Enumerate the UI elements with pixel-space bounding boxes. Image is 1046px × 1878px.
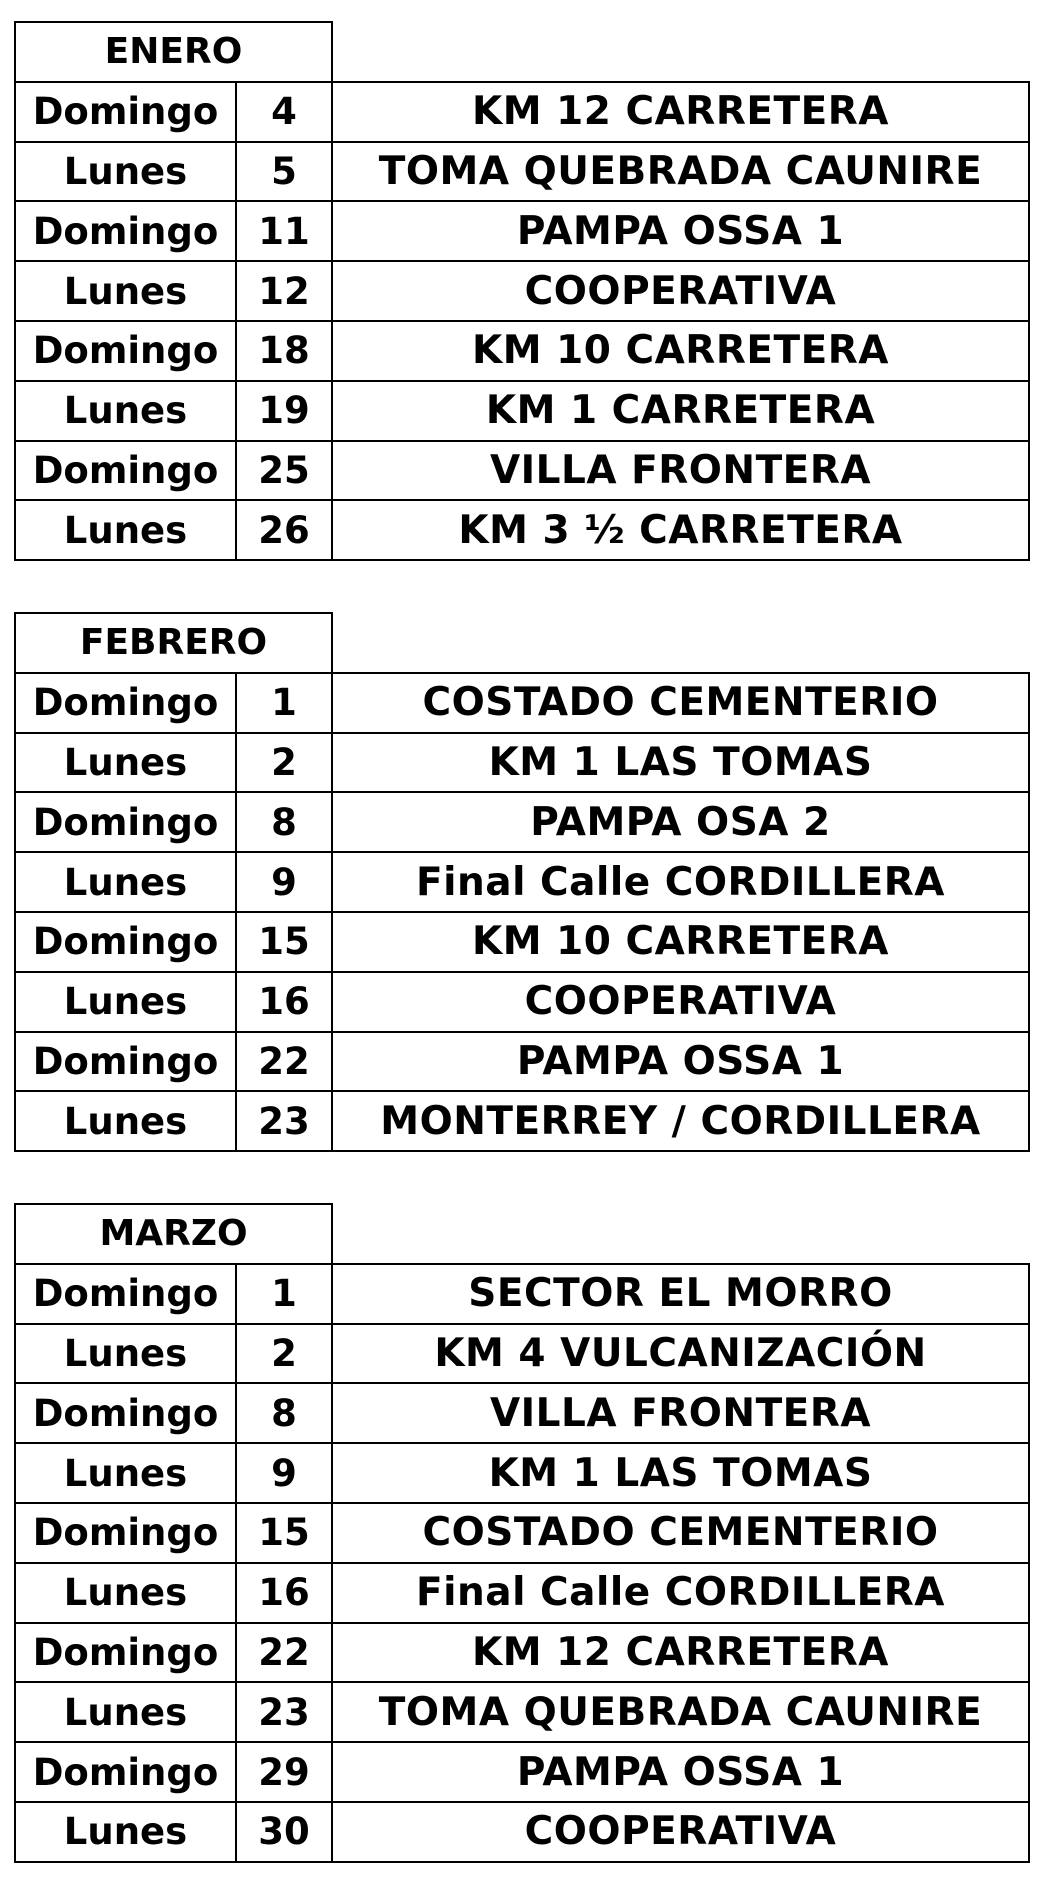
table-row [15, 1032, 1029, 1092]
month-title: MARZO [15, 1204, 332, 1264]
location: Final Calle CORDILLERA [332, 1563, 1029, 1623]
day-name: Lunes [15, 1443, 236, 1503]
month-title: FEBRERO [15, 613, 332, 673]
day-name: Domingo [15, 441, 236, 501]
table-row [15, 673, 1029, 733]
table-row [15, 1443, 1029, 1503]
blank-header-cell [332, 613, 1029, 673]
day-name: Domingo [15, 201, 236, 261]
table-row [15, 441, 1029, 501]
day-number: 29 [236, 1742, 332, 1802]
location: COOPERATIVA [332, 1802, 1029, 1862]
day-number: 25 [236, 441, 332, 501]
day-name: Domingo [15, 82, 236, 142]
day-number: 23 [236, 1682, 332, 1742]
location: SECTOR EL MORRO [332, 1264, 1029, 1324]
day-number: 15 [236, 912, 332, 972]
table-row [15, 1503, 1029, 1563]
day-name: Domingo [15, 1503, 236, 1563]
table-row [15, 201, 1029, 261]
day-name: Domingo [15, 1264, 236, 1324]
location: MONTERREY / CORDILLERA [332, 1091, 1029, 1151]
day-number: 2 [236, 733, 332, 793]
day-name: Domingo [15, 673, 236, 733]
schedule-table-marzo [14, 1203, 1030, 1863]
table-row [15, 972, 1029, 1032]
day-name: Lunes [15, 381, 236, 441]
table-row [15, 1563, 1029, 1623]
table-row [15, 142, 1029, 202]
location: KM 12 CARRETERA [332, 82, 1029, 142]
day-name: Lunes [15, 733, 236, 793]
day-number: 2 [236, 1324, 332, 1384]
day-number: 30 [236, 1802, 332, 1862]
day-number: 15 [236, 1503, 332, 1563]
blank-header-cell [332, 22, 1029, 82]
day-number: 22 [236, 1623, 332, 1683]
table-row [15, 852, 1029, 912]
location: VILLA FRONTERA [332, 1383, 1029, 1443]
table-row [15, 792, 1029, 852]
day-number: 26 [236, 500, 332, 560]
table-row [15, 1623, 1029, 1683]
location: KM 10 CARRETERA [332, 321, 1029, 381]
day-name: Domingo [15, 1383, 236, 1443]
location: KM 1 CARRETERA [332, 381, 1029, 441]
table-row [15, 1742, 1029, 1802]
day-number: 8 [236, 792, 332, 852]
day-number: 23 [236, 1091, 332, 1151]
location: KM 3 ½ CARRETERA [332, 500, 1029, 560]
table-row [15, 1264, 1029, 1324]
day-name: Lunes [15, 500, 236, 560]
day-name: Lunes [15, 261, 236, 321]
location: KM 10 CARRETERA [332, 912, 1029, 972]
day-name: Lunes [15, 1802, 236, 1862]
table-row [15, 1682, 1029, 1742]
day-number: 4 [236, 82, 332, 142]
location: PAMPA OSA 2 [332, 792, 1029, 852]
day-name: Domingo [15, 321, 236, 381]
schedule-table-febrero [14, 612, 1030, 1152]
day-name: Domingo [15, 792, 236, 852]
day-name: Domingo [15, 1032, 236, 1092]
location: TOMA QUEBRADA CAUNIRE [332, 1682, 1029, 1742]
blank-header-cell [332, 1204, 1029, 1264]
day-name: Lunes [15, 1091, 236, 1151]
day-number: 18 [236, 321, 332, 381]
day-number: 1 [236, 1264, 332, 1324]
day-number: 16 [236, 972, 332, 1032]
day-name: Lunes [15, 142, 236, 202]
location: PAMPA OSSA 1 [332, 1742, 1029, 1802]
month-header-row [15, 613, 1029, 673]
table-row [15, 733, 1029, 793]
day-number: 9 [236, 852, 332, 912]
day-number: 8 [236, 1383, 332, 1443]
day-name: Lunes [15, 972, 236, 1032]
day-name: Domingo [15, 1742, 236, 1802]
location: Final Calle CORDILLERA [332, 852, 1029, 912]
day-number: 22 [236, 1032, 332, 1092]
table-row [15, 1324, 1029, 1384]
table-row [15, 381, 1029, 441]
location: PAMPA OSSA 1 [332, 1032, 1029, 1092]
day-number: 19 [236, 381, 332, 441]
month-header-row [15, 22, 1029, 82]
location: COOPERATIVA [332, 972, 1029, 1032]
table-row [15, 261, 1029, 321]
day-name: Lunes [15, 1682, 236, 1742]
location: COOPERATIVA [332, 261, 1029, 321]
table-row [15, 1802, 1029, 1862]
table-row [15, 500, 1029, 560]
day-number: 5 [236, 142, 332, 202]
location: VILLA FRONTERA [332, 441, 1029, 501]
location: KM 1 LAS TOMAS [332, 733, 1029, 793]
day-name: Domingo [15, 1623, 236, 1683]
month-title: ENERO [15, 22, 332, 82]
table-row [15, 1091, 1029, 1151]
table-row [15, 1383, 1029, 1443]
schedule-table-enero [14, 21, 1030, 561]
location: COSTADO CEMENTERIO [332, 673, 1029, 733]
location: COSTADO CEMENTERIO [332, 1503, 1029, 1563]
day-name: Lunes [15, 1563, 236, 1623]
location: KM 1 LAS TOMAS [332, 1443, 1029, 1503]
location: KM 12 CARRETERA [332, 1623, 1029, 1683]
day-number: 16 [236, 1563, 332, 1623]
table-row [15, 82, 1029, 142]
table-row [15, 321, 1029, 381]
month-header-row [15, 1204, 1029, 1264]
day-name: Lunes [15, 852, 236, 912]
day-name: Domingo [15, 912, 236, 972]
day-number: 11 [236, 201, 332, 261]
location: TOMA QUEBRADA CAUNIRE [332, 142, 1029, 202]
location: KM 4 VULCANIZACIÓN [332, 1324, 1029, 1384]
location: PAMPA OSSA 1 [332, 201, 1029, 261]
table-row [15, 912, 1029, 972]
day-name: Lunes [15, 1324, 236, 1384]
day-number: 9 [236, 1443, 332, 1503]
day-number: 1 [236, 673, 332, 733]
day-number: 12 [236, 261, 332, 321]
